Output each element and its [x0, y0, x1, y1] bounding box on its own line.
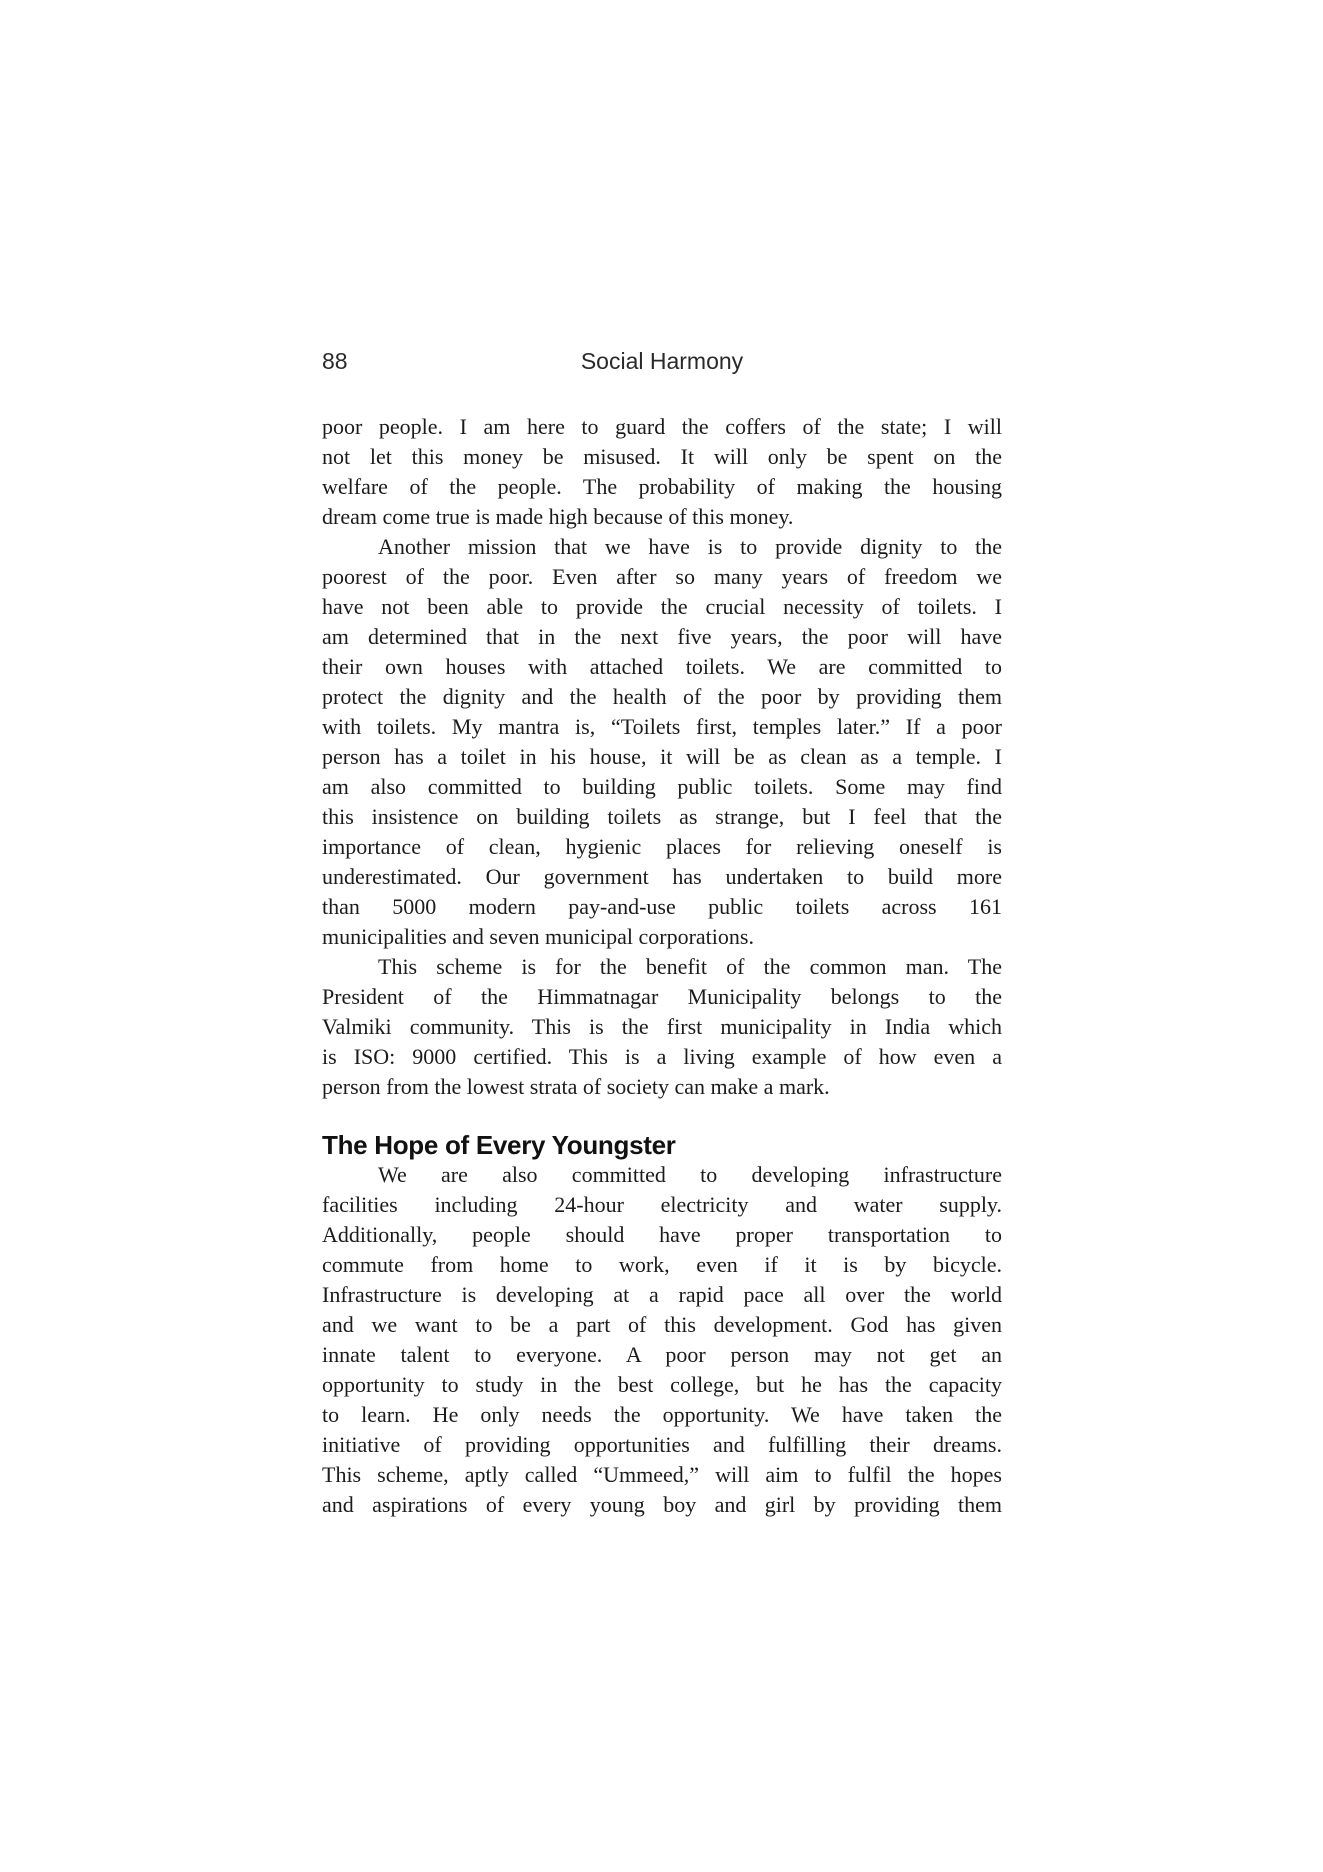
text-line: have not been able to provide the crucial necessity of toilets. I [322, 594, 1002, 619]
text-line: than 5000 modern pay-and-use public toilets across 161 [322, 894, 1002, 919]
text-line: This scheme is for the benefit of the common man. The [378, 954, 1002, 979]
text-line: person has a toilet in his house, it will be as clean as a temple. I [322, 744, 1002, 769]
page-header [322, 349, 1002, 375]
text-line: am also committed to building public toilets. Some may find [322, 774, 1002, 799]
paragraph [322, 952, 1002, 1102]
text-line: not let this money be misused. It will only be spent on the [322, 444, 1002, 469]
text-line: underestimated. Our government has undertaken to build more [322, 864, 1002, 889]
text-line: poorest of the poor. Even after so many years of freedom we [322, 564, 1002, 589]
text-line: this insistence on building toilets as strange, but I feel that the [322, 804, 1002, 829]
text-line: to learn. He only needs the opportunity. We have taken the [322, 1402, 1002, 1427]
body [322, 412, 1002, 1520]
text-line: Valmiki community. This is the first municipality in India which [322, 1014, 1002, 1039]
text-line: President of the Himmatnagar Municipality belongs to the [322, 984, 1002, 1009]
text-line: initiative of providing opportunities and fulfilling their dreams. [322, 1432, 1002, 1457]
text-line: importance of clean, hygienic places for relieving oneself is [322, 834, 1002, 859]
page-number: 88 [322, 348, 348, 374]
text-line: municipalities and seven municipal corporations. [322, 924, 754, 949]
text-line: This scheme, aptly called “Ummeed,” will aim to fulfil the hopes [322, 1462, 1002, 1487]
text-line: their own houses with attached toilets. We are committed to [322, 654, 1002, 679]
text-line: innate talent to everyone. A poor person may not get an [322, 1342, 1002, 1367]
text-line: am determined that in the next five years, the poor will have [322, 624, 1002, 649]
text-line: Infrastructure is developing at a rapid pace all over the world [322, 1282, 1002, 1307]
text-line: welfare of the people. The probability of making the housing [322, 474, 1002, 499]
text-line: Additionally, people should have proper transportation to [322, 1222, 1002, 1247]
text-line: and we want to be a part of this development. God has given [322, 1312, 1002, 1337]
text-line: Another mission that we have is to provide dignity to the [378, 534, 1002, 559]
text-line: and aspirations of every young boy and girl by providing them [322, 1492, 1002, 1517]
paragraph [322, 532, 1002, 952]
running-header: Social Harmony [580, 348, 744, 374]
text-line: is ISO: 9000 certified. This is a living example of how even a [322, 1044, 1002, 1069]
text-line: protect the dignity and the health of the poor by providing them [322, 684, 1002, 709]
text-line: poor people. I am here to guard the coffers of the state; I will [322, 414, 1002, 439]
paragraph [322, 1160, 1002, 1520]
paragraph [322, 412, 1002, 532]
section-heading: The Hope of Every Youngster [322, 1130, 676, 1160]
text-line: dream come true is made high because of this money. [322, 504, 794, 529]
text-line: opportunity to study in the best college, but he has the capacity [322, 1372, 1002, 1397]
text-line: person from the lowest strata of society can make a mark. [322, 1074, 830, 1099]
text-line: We are also committed to developing infrastructure [378, 1162, 1002, 1187]
text-line: with toilets. My mantra is, “Toilets first, temples later.” If a poor [322, 714, 1002, 739]
text-line: commute from home to work, even if it is by bicycle. [322, 1252, 1002, 1277]
text-line: facilities including 24-hour electricity and water supply. [322, 1192, 1002, 1217]
